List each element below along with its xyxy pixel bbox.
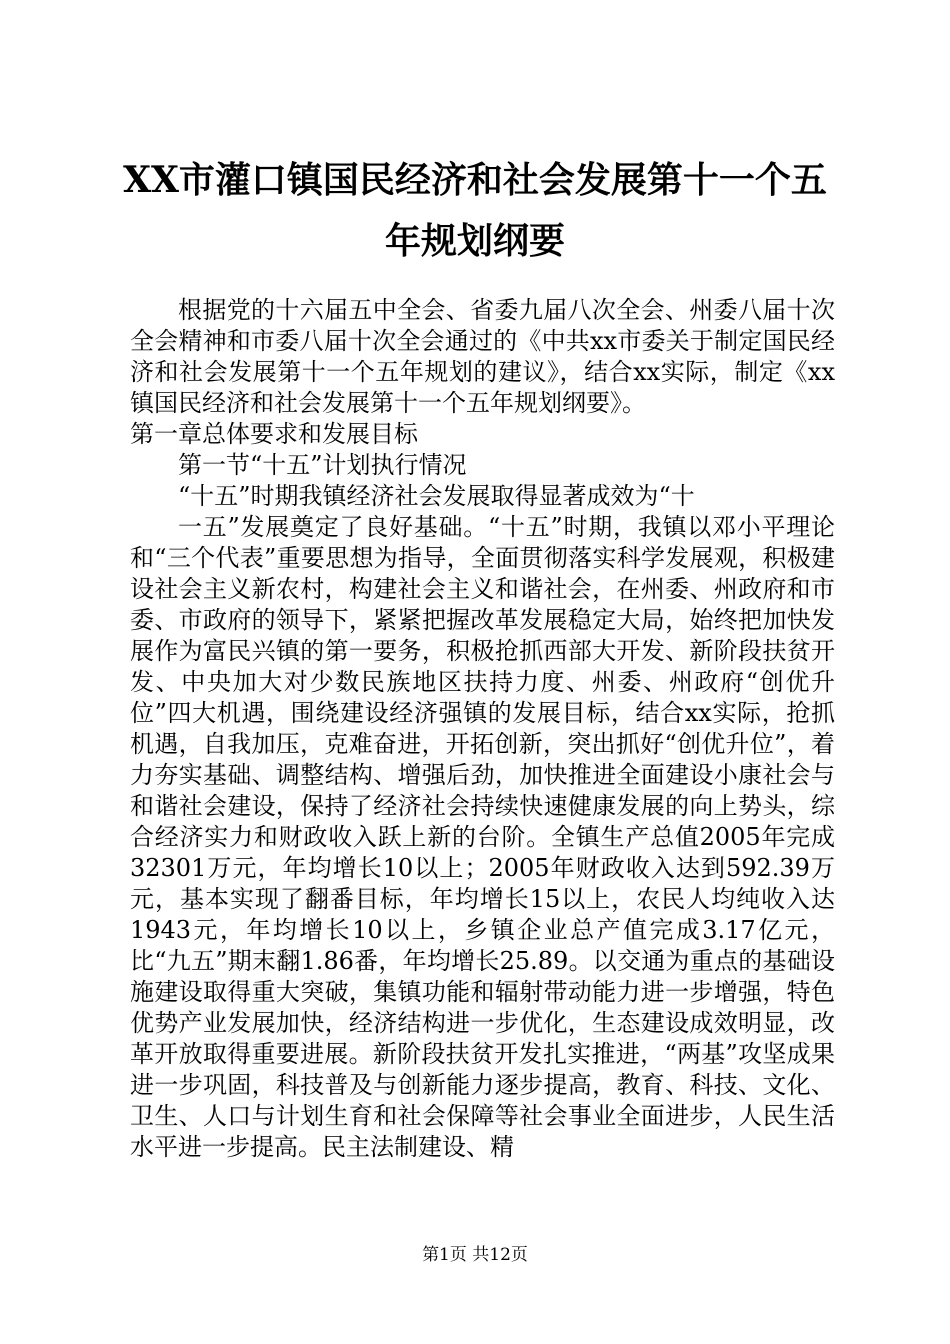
paragraph-main: 一五”发展奠定了良好基础。“十五”时期，我镇以邓小平理论和“三个代表”重要思想为指导，全面贯彻落实科学发展观，积极建设社会主义新农村，构建社会主义和谐社会，在州委、州政府和市委、市政府的领导下，紧紧把握改革发展稳定大局，始终把加快发展作为富民兴镇的第一要务，积极抢抓西部大开发、新阶段扶贫开发、中央加大对少数民族地区扶持力度、州委、州政府“创优升位”四大机遇，围绕建设经济强镇的发展目标，结合xx实际，抢抓机遇，自我加压，克难奋进，开拓创新，突出抓好“创优升位”，着力夯实基础、调整结构、增强后劲，加快推进全面建设小康社会与和谐社会建设，保持了经济社会持续快速健康发展的向上势头，综合经济实力和财政收入跃上新的台阶。全镇生产总值2005年完成32301万元，年均增长10以上；2005年财政收入达到592.39万元，基本实现了翻番目标，年均增长15以上，农民人均纯收入达1943元，年均增长10以上，乡镇企业总产值完成3.17亿元，比“九五”期末翻1.86番，年均增长25.89。以交通为重点的基础设施建设取得重大突破，集镇功能和辐射带动能力进一步增强，特色优势产业发展加快，经济结构进一步优化，生态建设成效明显，改革开放取得重要进展。新阶段扶贫开发扎实推进，“两基”攻坚成果进一步巩固，科技普及与创新能力逐步提高，教育、科技、文化、卫生、人口与计划生育和社会保障等社会事业全面进步，人民生活水平进一步提高。民主法制建设、精 <box>130 513 835 1161</box>
paragraph-intro: 根据党的十六届五中全会、省委九届八次全会、州委八届十次全会精神和市委八届十次全会通过的《中共xx市委关于制定国民经济和社会发展第十一个五年规划的建议》，结合xx实际，制定《xx镇国民经济和社会发展第十一个五年规划纲要》。 <box>130 296 835 417</box>
document-title-line-1: XX市灌口镇国民经济和社会发展第十一个五 <box>123 159 827 201</box>
page-number-footer: 第1页 共12页 <box>422 1245 528 1265</box>
chapter-heading: 第一章总体要求和发展目标 <box>130 420 418 448</box>
document-title-line-2: 年规划纲要 <box>384 220 565 262</box>
document-body <box>130 295 835 1163</box>
paragraph-summary-line: “十五”时期我镇经济社会发展取得显著成效为“十 <box>178 482 695 510</box>
section-heading: 第一节“十五”计划执行情况 <box>178 451 467 479</box>
